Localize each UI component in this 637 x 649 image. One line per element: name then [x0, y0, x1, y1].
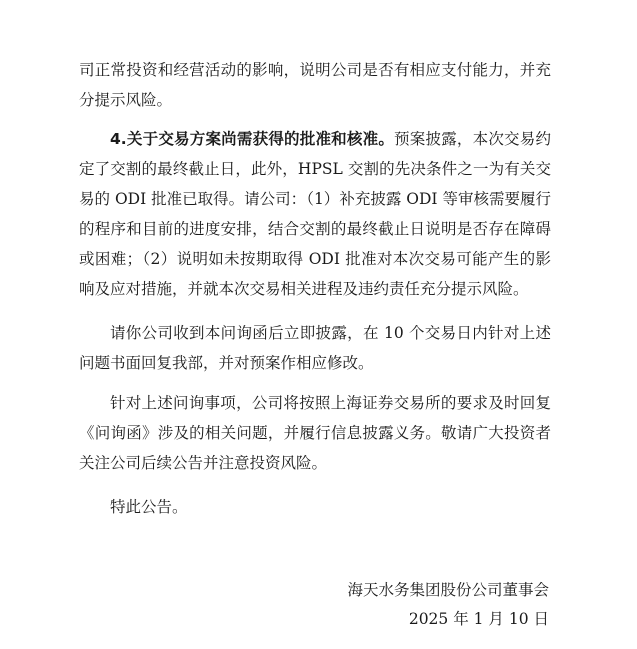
paragraph-text: 特此公告。 — [110, 498, 188, 516]
question-heading: 4.关于交易方案尚需获得的批准和核准。 — [110, 130, 395, 148]
signature-board: 海天水务集团股份公司董事会 — [347, 581, 549, 599]
paragraph-approval-question — [79, 124, 551, 304]
paragraph-text: 预案披露，本次交易约定了交割的最终截止日，此外，HPSL 交割的先决条件之一为有关交易的 ODI 批准已取得。请公司：（1）补充披露 ODI 等审核需要履行的程序和目前的进度安排，结合交割的最终截止日说明是否存在障碍或困难；（2）说明如未按期取得 ODI 批准对本次交易可能产生的影响及应对措施，并就本次交易相关进程及违约责任充分提示风险。 — [79, 130, 551, 298]
paragraph-risk-continuation — [79, 55, 551, 115]
paragraph-company-response — [79, 388, 551, 478]
paragraph-closing — [79, 492, 551, 522]
paragraph-text: 针对上述问询事项，公司将按照上海证券交易所的要求及时回复《问询函》涉及的相关问题，并履行信息披露义务。敬请广大投资者关注公司后续公告并注意投资风险。 — [79, 394, 551, 472]
paragraph-text: 司正常投资和经营活动的影响，说明公司是否有相应支付能力，并充分提示风险。 — [79, 61, 551, 109]
paragraph-text: 请你公司收到本问询函后立即披露，在 10 个交易日内针对上述问题书面回复我部，并对预案作相应修改。 — [79, 324, 551, 372]
paragraph-disclosure-request — [79, 318, 551, 378]
signature-date: 2025 年 1 月 10 日 — [408, 610, 549, 628]
